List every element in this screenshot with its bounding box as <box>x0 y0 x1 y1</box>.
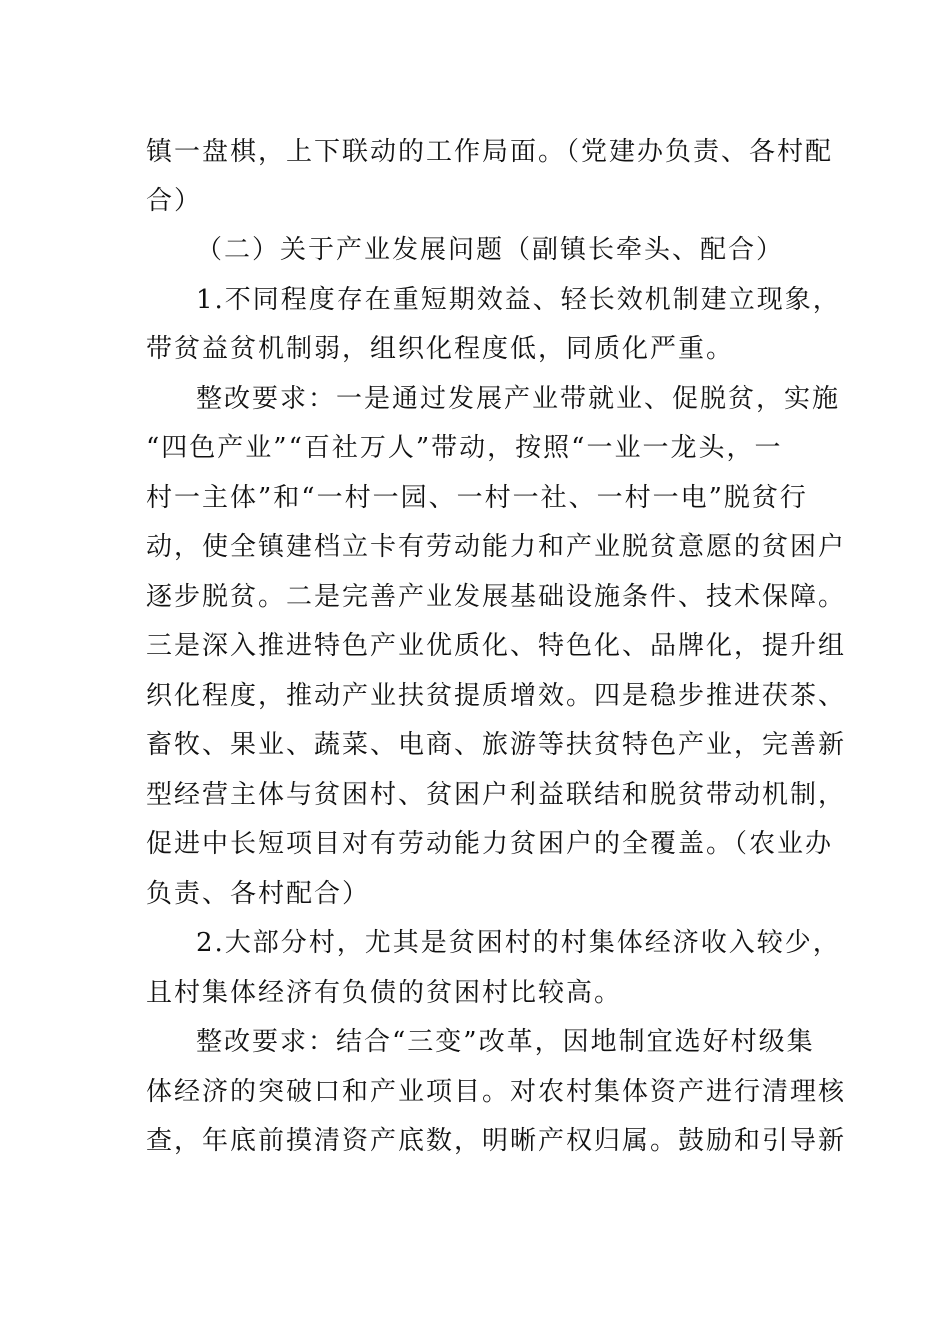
paragraph-line: 镇一盘棋，上下联动的工作局面。（党建办负责、各村配 <box>146 137 834 167</box>
paragraph-line: 逐步脱贫。二是完善产业发展基础设施条件、技术保障。 <box>146 582 847 612</box>
paragraph-line: 三是深入推进特色产业优质化、特色化、品牌化，提升组 <box>146 631 847 661</box>
paragraph-line: 1.不同程度存在重短期效益、轻长效机制建立现象， <box>196 285 841 315</box>
paragraph-line: 体经济的突破口和产业项目。对农村集体资产进行清理核 <box>146 1077 847 1107</box>
paragraph-line: 2.大部分村，尤其是贫困村的村集体经济收入较少， <box>196 928 841 958</box>
paragraph-line: 整改要求：结合“三变”改革，因地制宜选好村级集 <box>196 1027 815 1057</box>
paragraph-line: 且村集体经济有负债的贫困村比较高。 <box>146 978 623 1008</box>
paragraph-line: 整改要求：一是通过发展产业带就业、促脱贫，实施 <box>196 384 841 414</box>
paragraph-line: 型经营主体与贫困村、贫困户利益联结和脱贫带动机制， <box>146 780 847 810</box>
paragraph-line: 合） <box>146 186 203 216</box>
paragraph-line: “四色产业”“百社万人”带动，按照“一业一龙头，一 <box>146 433 783 463</box>
section-heading: （二）关于产业发展问题（副镇长牵头、配合） <box>196 235 785 265</box>
paragraph-line: 织化程度，推动产业扶贫提质增效。四是稳步推进茯茶、 <box>146 681 847 711</box>
paragraph-line: 畜牧、果业、蔬菜、电商、旅游等扶贫特色产业，完善新 <box>146 730 847 760</box>
paragraph-line: 村一主体”和“一村一园、一村一社、一村一电”脱贫行 <box>146 483 808 513</box>
paragraph-line: 带贫益贫机制弱，组织化程度低，同质化严重。 <box>146 334 735 364</box>
paragraph-line: 查，年底前摸清资产底数，明晰产权归属。鼓励和引导新 <box>146 1126 847 1156</box>
paragraph-line: 促进中长短项目对有劳动能力贫困户的全覆盖。（农业办 <box>146 829 834 859</box>
paragraph-line: 动，使全镇建档立卡有劳动能力和产业脱贫意愿的贫困户 <box>146 532 847 562</box>
paragraph-line: 负责、各村配合） <box>146 879 371 909</box>
